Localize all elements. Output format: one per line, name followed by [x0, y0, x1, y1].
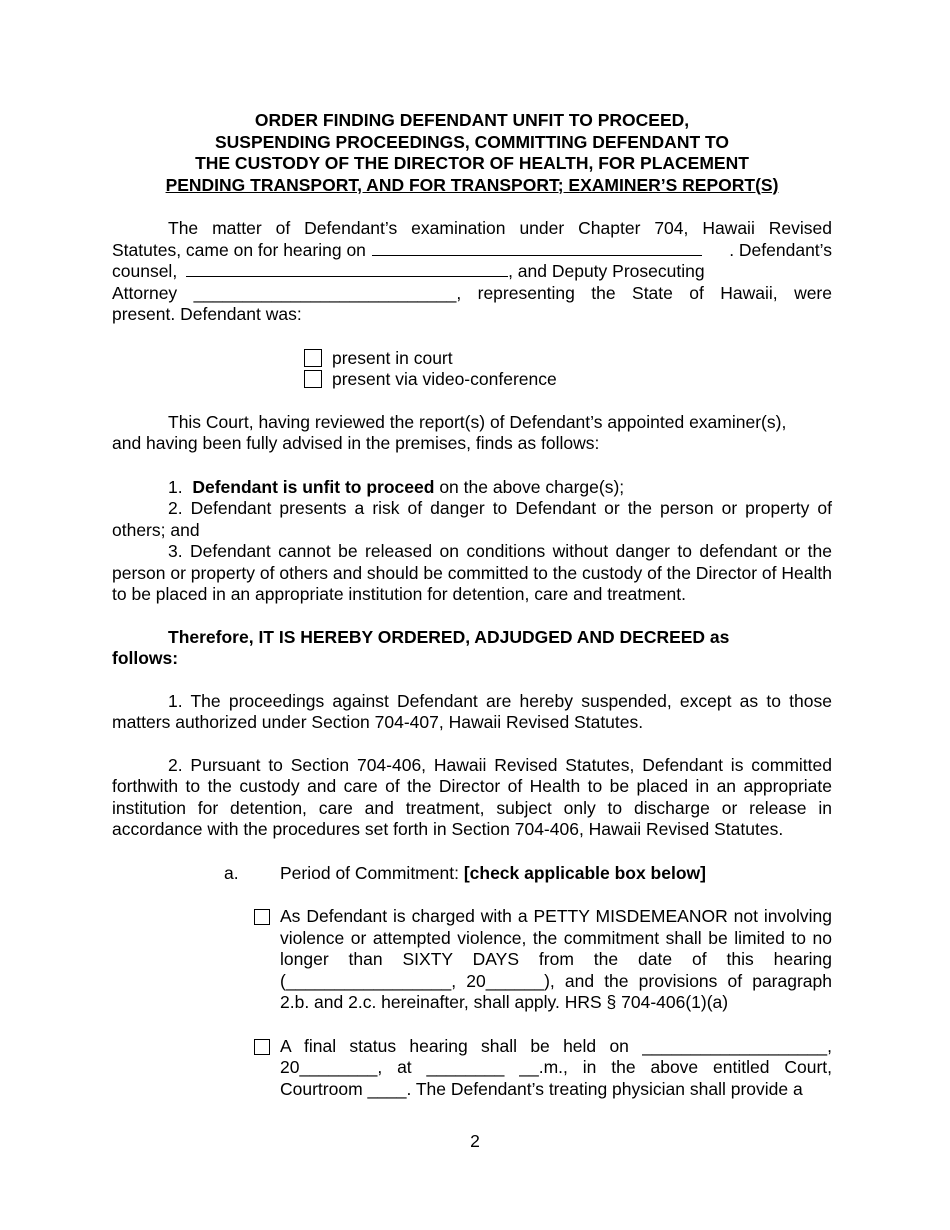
final-status-checkbox[interactable]: [254, 1039, 270, 1055]
final-status-option: [280, 1036, 832, 1101]
findings-list: [112, 477, 832, 606]
document-page: [112, 110, 832, 1100]
order-title: [112, 110, 832, 196]
hearing-label: Statutes, came on for hearing on: [112, 239, 366, 260]
intro-paragraph: [112, 218, 832, 326]
hearing-date-blank[interactable]: [372, 240, 702, 256]
presence-option-court[interactable]: [304, 348, 832, 370]
period-text: Period of Commitment:: [280, 862, 459, 883]
presence-options: [304, 348, 832, 391]
title-line-1: ORDER FINDING DEFENDANT UNFIT TO PROCEED,: [254, 110, 690, 130]
review-paragraph: [112, 412, 832, 455]
present-in-court-label: present in court: [332, 347, 453, 368]
finding-1-bold: Defendant is unfit to proceed: [192, 476, 435, 497]
present-via-video-checkbox[interactable]: [304, 370, 322, 388]
deputy-prosecuting-text: , and Deputy Prosecuting: [508, 261, 705, 281]
period-instruction: [check applicable box below]: [463, 862, 706, 883]
finding-1: [112, 477, 832, 499]
finding-1-number: 1.: [168, 476, 183, 497]
sub-a-label: a.: [224, 862, 239, 883]
petty-misdemeanor-option: [280, 906, 832, 1014]
final-status-text: A final status hearing shall be held on ___________________, 20________, at ________ __.m., in the above entitled Court, Courtroom ____. The Defendant’s treating physician shall provide a: [280, 1035, 832, 1099]
petty-misdemeanor-checkbox[interactable]: [254, 909, 270, 925]
therefore-line-2: follows:: [112, 648, 179, 668]
intro-line-4: Attorney ___________________________, representing the State of Hawaii, were: [112, 282, 832, 303]
petty-misdemeanor-text: As Defendant is charged with a PETTY MISDEMEANOR not involving violence or attempted violence, the commitment shall be limited to no longer than SIXTY DAYS from the date of this hearing (_________________, 20______), and the provisions of paragraph 2.b. and 2.c. hereinafter, shall apply. HRS § 704-406(1)(a): [280, 906, 832, 1012]
order-2: 2. Pursuant to Section 704-406, Hawaii Revised Statutes, Defendant is committed forthwith to the custody and care of the Director of Health to be placed in an appropriate institution for detention, care and treatment, subject only to discharge or release in accordance with the procedures set forth in Section 704-406, Hawaii Revised Statutes.: [112, 754, 832, 839]
page-number: 2: [470, 1131, 480, 1151]
defendants-text: . Defendant’s: [729, 239, 832, 260]
intro-line-2: [112, 240, 832, 262]
therefore-heading: [112, 627, 832, 670]
review-line-2: and having been fully advised in the premises, finds as follows:: [112, 433, 600, 453]
title-line-3: THE CUSTODY OF THE DIRECTOR OF HEALTH, FOR PLACEMENT: [195, 153, 749, 173]
period-of-commitment: [224, 863, 832, 885]
finding-2: 2. Defendant presents a risk of danger to Defendant or the person or property of others; and: [112, 498, 832, 540]
title-line-2: SUSPENDING PROCEEDINGS, COMMITTING DEFENDANT TO: [214, 131, 729, 152]
therefore-line-1: Therefore, IT IS HEREBY ORDERED, ADJUDGED AND DECREED as: [168, 626, 730, 647]
intro-line-5: present. Defendant was:: [112, 304, 302, 324]
finding-1-rest: on the above charge(s);: [439, 476, 625, 497]
presence-option-video[interactable]: [304, 369, 832, 391]
intro-line-1: The matter of Defendant’s examination under Chapter 704, Hawaii Revised: [168, 218, 832, 238]
intro-line-3: [112, 261, 832, 283]
title-line-4: PENDING TRANSPORT, AND FOR TRANSPORT; EXAMINER’S REPORT(S): [165, 174, 779, 195]
counsel-name-blank[interactable]: [186, 261, 508, 277]
order-1: 1. The proceedings against Defendant are hereby suspended, except as to those matters authorized under Section 704-407, Hawaii Revised Statutes.: [112, 690, 832, 732]
present-via-video-label: present via video-conference: [332, 369, 557, 389]
review-line-1: This Court, having reviewed the report(s) of Defendant’s appointed examiner(s),: [168, 411, 787, 432]
finding-3: 3. Defendant cannot be released on conditions without danger to defendant or the person or property of others and should be committed to the custody of the Director of Health to be placed in an appropriate institution for detention, care and treatment.: [112, 541, 832, 604]
present-in-court-checkbox[interactable]: [304, 349, 322, 367]
counsel-label: counsel,: [112, 261, 178, 281]
